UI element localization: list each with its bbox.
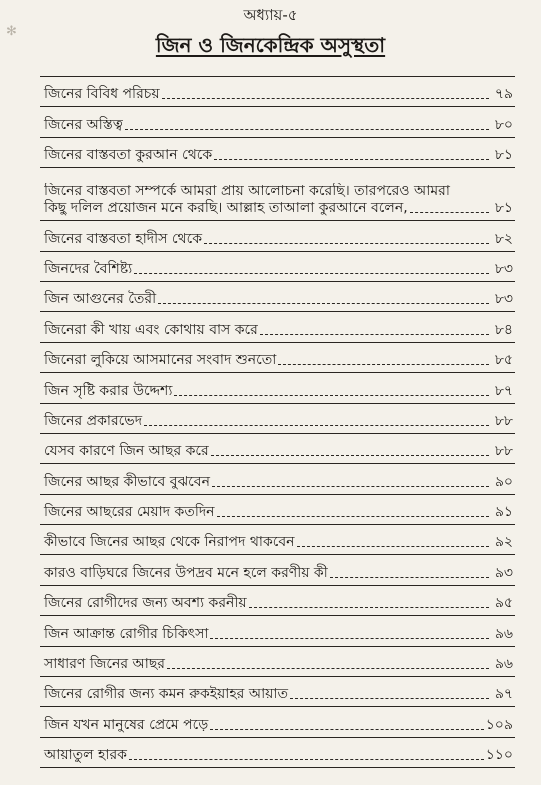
toc-page-number: ৯১ <box>494 504 513 521</box>
toc-page-number: ৯৩ <box>494 564 513 581</box>
toc-page-number: ৯২ <box>494 534 513 551</box>
toc-entry <box>40 77 515 107</box>
toc-entry-label: যেসব কারণে জিন আছর করে <box>44 443 209 460</box>
toc-entry-line2 <box>44 200 513 217</box>
toc-entry <box>40 616 515 646</box>
toc-entry-label: জিনেরা লুকিয়ে আসমানের সংবাদ শুনতো <box>44 352 277 369</box>
toc-entry-label: জিনের প্রকারভেদ <box>44 412 143 429</box>
toc-entry <box>40 434 515 464</box>
dot-leader <box>278 364 489 365</box>
dot-leader <box>129 759 484 760</box>
toc-page-number: ৮৩ <box>494 260 513 277</box>
toc-entry-label: জিনদের বৈশিষ্ট্য <box>44 260 133 277</box>
toc-entry <box>40 107 515 137</box>
toc-entry-label: জিন যখন মানুষের প্রেমে পড়ে <box>44 716 209 733</box>
toc-page-number: ৮১ <box>494 147 513 164</box>
dot-leader <box>144 425 489 426</box>
dot-leader <box>330 577 489 578</box>
toc-page-number: ৯৬ <box>494 656 513 673</box>
toc-entry-label: জিনের বাস্তবতা কুরআন থেকে <box>44 147 213 164</box>
toc-entry-label: জিনের অস্তিত্ব <box>44 116 123 133</box>
toc-entry <box>40 404 515 434</box>
toc-entry-label: জিনেরা কী খায় এবং কোথায় বাস করে <box>44 321 258 338</box>
toc-page-number: ৯৭ <box>494 686 513 703</box>
toc-entry-label: আয়াতুল হারক <box>44 747 127 764</box>
toc-entry <box>40 138 515 168</box>
toc-entry-label: জিন আক্রান্ত রোগীর চিকিৎসা <box>44 625 209 642</box>
toc-page-number: ১১০ <box>485 747 513 764</box>
toc-page-number: ৮১ <box>494 200 513 217</box>
dot-leader <box>158 303 489 304</box>
dot-leader <box>212 486 489 487</box>
dot-leader <box>297 546 489 547</box>
toc-entry <box>40 555 515 585</box>
page-smudge-icon: ✻ <box>6 24 17 39</box>
toc-entry-label: কারও বাড়িঘরে জিনের উপদ্রব মনে হলে করণীয় কী <box>44 564 328 581</box>
toc-entry <box>40 343 515 373</box>
toc-entry <box>40 647 515 677</box>
toc-page-number: ৮৫ <box>494 352 513 369</box>
dot-leader <box>410 212 489 213</box>
dot-leader <box>174 395 489 396</box>
toc-entry <box>40 464 515 494</box>
toc-entry-label: জিনের বাস্তবতা হাদীস থেকে <box>44 230 203 247</box>
dot-leader <box>210 638 489 639</box>
toc-entry <box>40 252 515 282</box>
toc-page-number: ৮০ <box>494 116 513 133</box>
toc-entry-label: জিন আগুনের তৈরী <box>44 291 157 308</box>
chapter-label: অধ্যায়-৫ <box>243 6 298 24</box>
toc-page-number: ৮৮ <box>494 412 513 429</box>
toc-entry <box>40 168 515 221</box>
table-of-contents <box>40 76 515 768</box>
toc-entry-label: জিনের রোগীর জন্য কমন রুকইয়াহর আয়াত <box>44 686 288 703</box>
dot-leader <box>290 698 489 699</box>
dot-leader <box>217 516 489 517</box>
toc-entry <box>40 707 515 737</box>
dot-leader <box>260 334 489 335</box>
toc-entry <box>40 312 515 342</box>
toc-entry-label: জিন সৃষ্টি করার উদ্দেশ্য <box>44 382 173 399</box>
toc-entry <box>40 586 515 616</box>
toc-page-number: ৯৫ <box>494 595 513 612</box>
toc-entry <box>40 525 515 555</box>
toc-entry-label: জিনের আছর কীভাবে বুঝবেন <box>44 473 210 490</box>
toc-page-number: ৯৬ <box>494 625 513 642</box>
dot-leader <box>167 668 489 669</box>
toc-page-number: ৮৮ <box>494 443 513 460</box>
dot-leader <box>211 455 489 456</box>
toc-page-number: ৮৩ <box>494 291 513 308</box>
toc-entry <box>40 282 515 312</box>
toc-page-number: ৮৭ <box>494 382 513 399</box>
toc-entry-label-continued: কিছু দলিল প্রয়োজন মনে করছি। আল্লাহ তাআলা কুরআনে বলেন, <box>44 200 408 217</box>
dot-leader <box>204 243 489 244</box>
dot-leader <box>249 607 489 608</box>
toc-entry-label: জিনের বিবিধ পরিচয় <box>44 86 160 103</box>
chapter-title: জিন ও জিনকেন্দ্রিক অসুস্থতা <box>155 33 386 57</box>
dot-leader <box>210 729 484 730</box>
toc-entry-label: জিনের রোগীদের জন্য অবশ্য করনীয় <box>44 595 247 612</box>
dot-leader <box>134 273 489 274</box>
dot-leader <box>162 98 489 99</box>
toc-entry-label: সাধারণ জিনের আছর <box>44 656 166 673</box>
dot-leader <box>125 129 489 130</box>
toc-page-number: ৯০ <box>494 473 513 490</box>
dot-leader <box>214 159 489 160</box>
toc-entry <box>40 677 515 707</box>
toc-entry-label: জিনের আছরের মেয়াদ কতদিন <box>44 504 215 521</box>
toc-entry <box>40 495 515 525</box>
toc-entry-label: জিনের বাস্তবতা সম্পর্কে আমরা প্রায় আলোচনা করেছি। তারপরেও আমরা <box>44 183 450 200</box>
toc-page-number: ৮২ <box>494 230 513 247</box>
toc-entry <box>40 221 515 251</box>
toc-entry-label: কীভাবে জিনের আছর থেকে নিরাপদ থাকবেন <box>44 534 295 551</box>
toc-page-number: ৮৪ <box>494 321 513 338</box>
toc-entry <box>40 738 515 768</box>
toc-entry <box>40 373 515 403</box>
toc-page-number: ৭৯ <box>494 86 513 103</box>
toc-page-number: ১০৯ <box>485 716 513 733</box>
